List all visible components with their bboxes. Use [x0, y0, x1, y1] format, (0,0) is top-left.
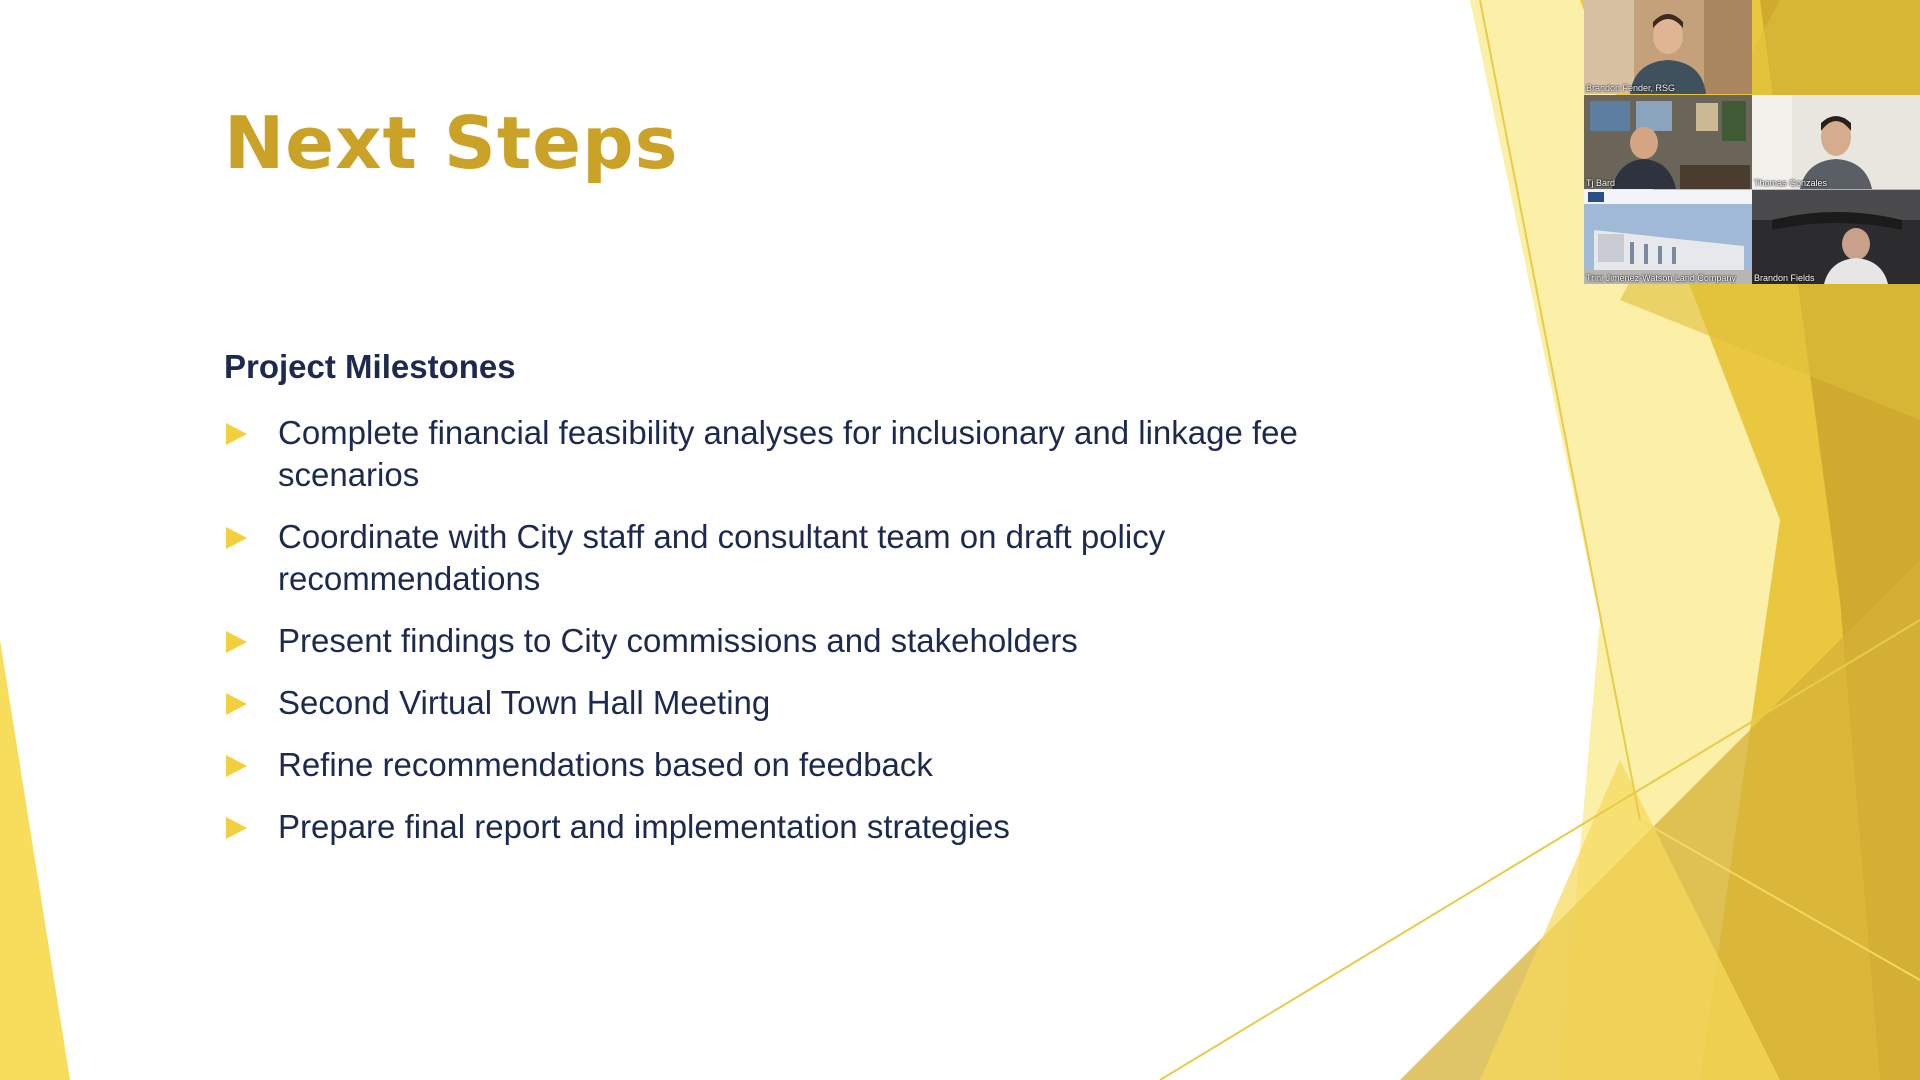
list-item — [224, 412, 1424, 496]
triangle-bullet-icon — [226, 527, 247, 549]
person-video-icon — [1584, 95, 1752, 189]
list-item — [224, 516, 1424, 600]
list-item-text: Complete financial feasibility analyses for inclusionary and linkage fee scenarios — [278, 414, 1298, 493]
participant-name: Brandon Fields — [1754, 273, 1815, 283]
person-video-icon — [1752, 190, 1920, 284]
list-item-text: Second Virtual Town Hall Meeting — [278, 684, 771, 721]
list-item — [224, 620, 1424, 662]
participant-tile-tj-bard[interactable] — [1584, 95, 1752, 189]
participant-name: Thomas Gonzales — [1754, 178, 1828, 188]
triangle-bullet-icon — [226, 817, 247, 839]
list-item-text: Present findings to City commissions and stakeholders — [278, 622, 1078, 659]
building-image-icon — [1584, 190, 1752, 284]
participant-tile-trini-jimenez[interactable] — [1584, 190, 1752, 284]
participant-video-panel — [1584, 0, 1920, 284]
list-item-text: Prepare final report and implementation strategies — [278, 808, 1010, 845]
person-video-icon — [1584, 0, 1752, 94]
person-video-icon — [1752, 95, 1920, 189]
triangle-bullet-icon — [226, 423, 247, 445]
list-item-text: Coordinate with City staff and consultant team on draft policy recommendations — [278, 518, 1166, 597]
triangle-bullet-icon — [226, 693, 247, 715]
slide-title: Next Steps — [224, 101, 679, 185]
participant-tile-thomas-gonzales[interactable] — [1752, 95, 1920, 189]
participant-name: Brandon Fender, RSG — [1586, 83, 1676, 93]
participant-tile-brandon-fields[interactable] — [1752, 190, 1920, 284]
list-item — [224, 806, 1424, 848]
list-item — [224, 682, 1424, 724]
list-item-text: Refine recommendations based on feedback — [278, 746, 933, 783]
participant-name: Tj Bard — [1586, 178, 1616, 188]
milestone-list — [224, 412, 1424, 868]
participant-tile-brandon-fender[interactable] — [1584, 0, 1752, 94]
triangle-bullet-icon — [226, 755, 247, 777]
section-heading: Project Milestones — [224, 348, 516, 385]
triangle-bullet-icon — [226, 631, 247, 653]
list-item — [224, 744, 1424, 786]
participant-name: Trini Jimenez-Watson Land Company — [1586, 273, 1736, 283]
decor-left-bar — [0, 640, 70, 1080]
